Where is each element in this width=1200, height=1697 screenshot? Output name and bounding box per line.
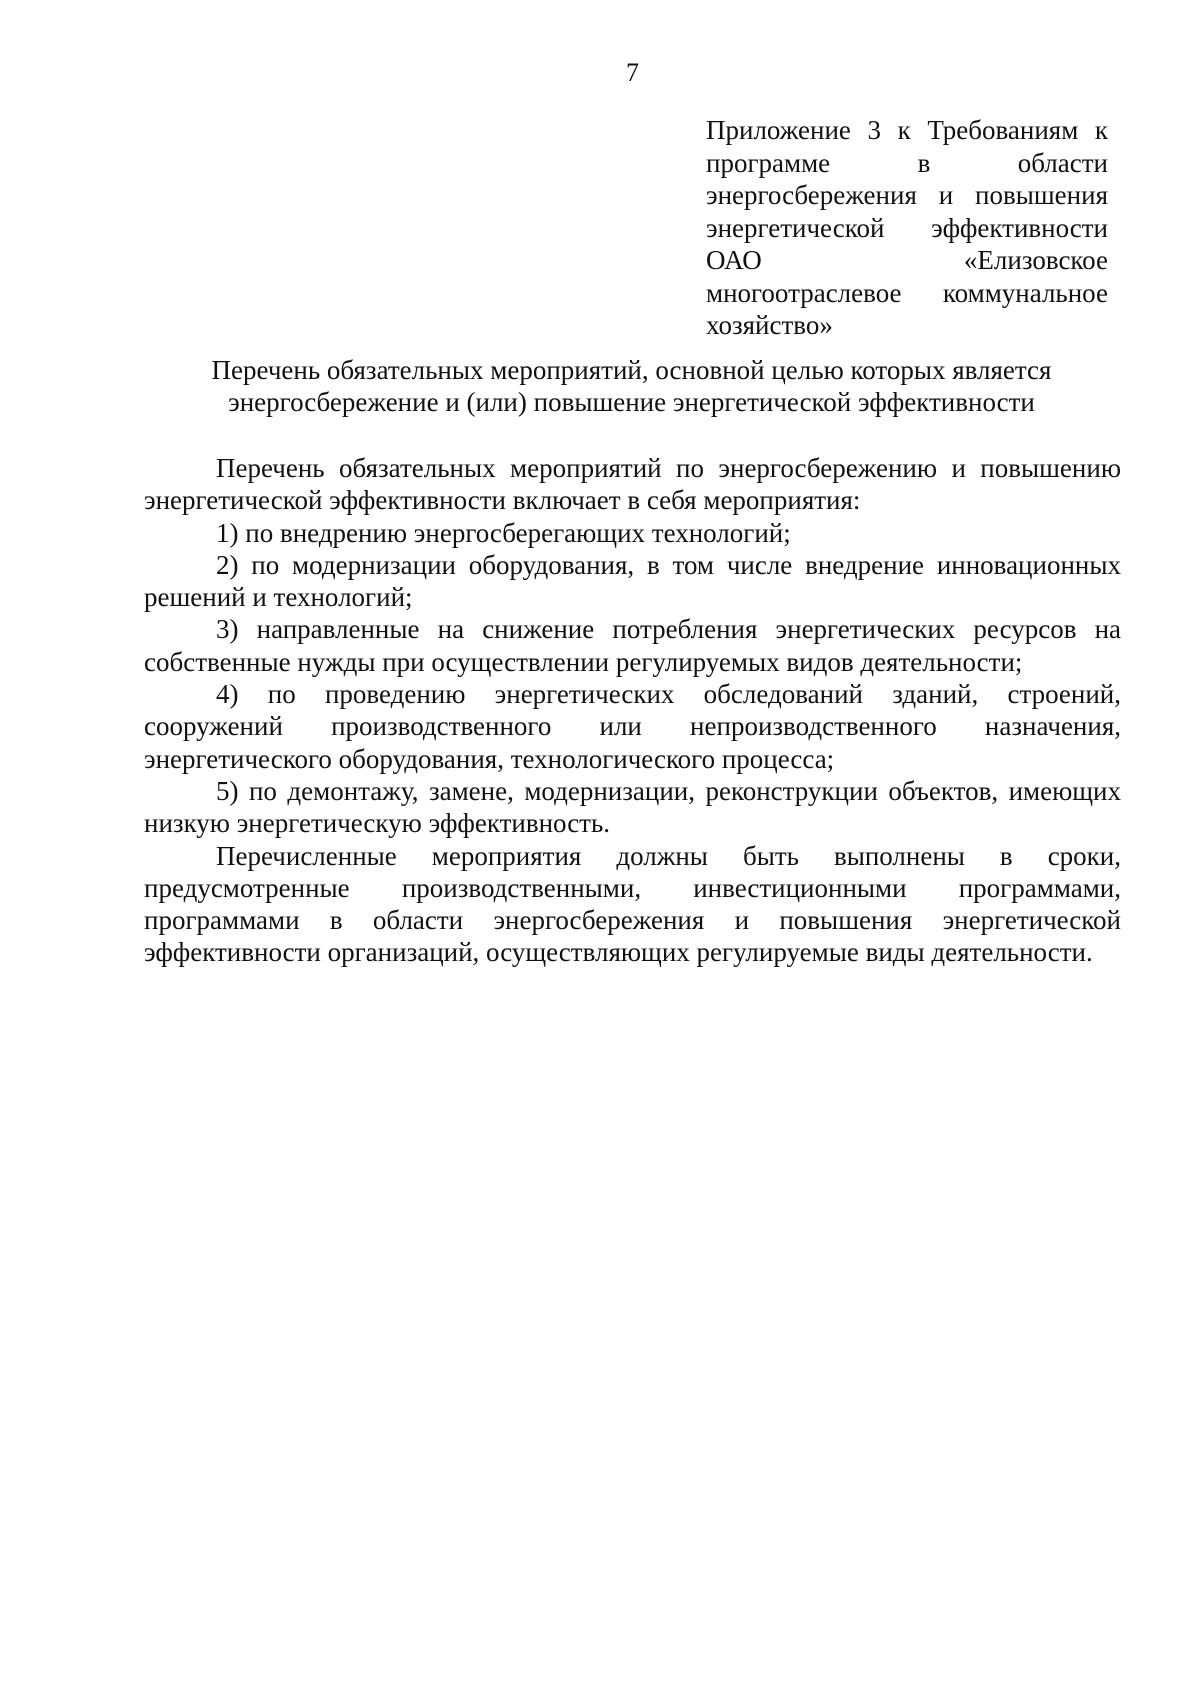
title-line-1: Перечень обязательных мероприятий, основной целью которых является (211, 355, 1052, 385)
title-line-2: энергосбережение и (или) повышение энергетической эффективности (228, 387, 1035, 417)
list-item-1: 1) по внедрению энергосберегающих технологий; (216, 517, 791, 548)
intro-paragraph: Перечень обязательных мероприятий по энергосбережению и повышению энергетической эффективности включает в себя мероприятия: (144, 453, 1121, 516)
appendix-note: Приложение 3 к Требованиям к программе в области энергосбережения и повышения энергетической эффективности ОАО «Елизовское многоотраслевое коммунальное хозяйство» (706, 115, 1108, 340)
list-item-3: 3) направленные на снижение потребления энергетических ресурсов на собственные нужды при осуществлении регулируемых видов деятельности; (144, 614, 1121, 677)
page-number: 7 (626, 58, 639, 87)
closing-paragraph: Перечисленные мероприятия должны быть выполнены в сроки, предусмотренные производственными, инвестиционными программами, программами в области энергосбережения и повышения энергетической эффективности организаций, осуществляющих регулируемые виды деятельности. (144, 840, 1121, 968)
body-text (144, 452, 1121, 969)
list-item-5: 5) по демонтажу, замене, модернизации, реконструкции объектов, имеющих низкую энергетическую эффективность. (144, 775, 1121, 839)
document-title (140, 354, 1123, 418)
list-item-4: 4) по проведению энергетических обследований зданий, строений, сооружений производственного или непроизводственного назначения, энергетического оборудования, технологического процесса; (144, 679, 1121, 774)
list-item-2: 2) по модернизации оборудования, в том числе внедрение инновационных решений и технологий; (144, 549, 1121, 613)
